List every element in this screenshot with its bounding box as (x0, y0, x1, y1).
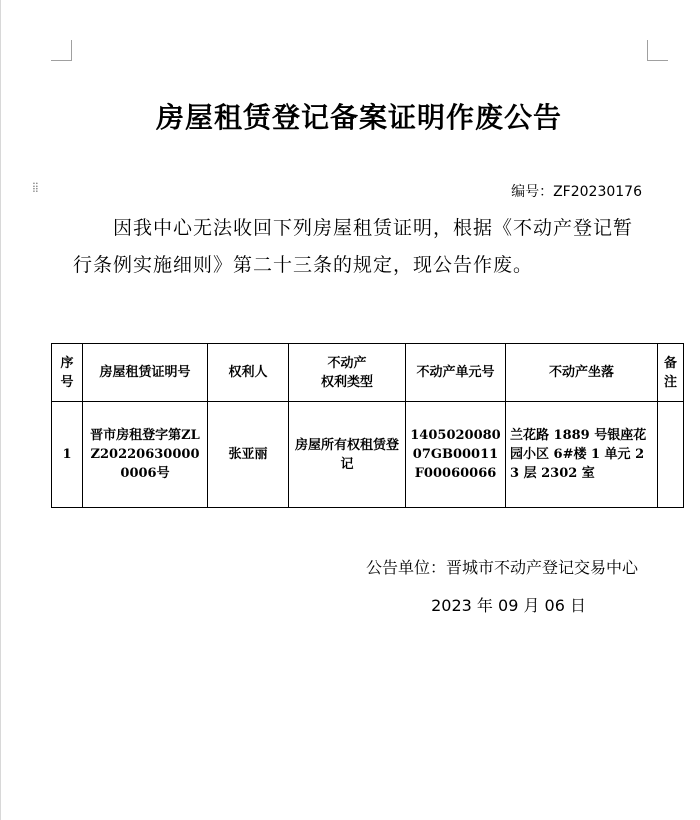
issuing-organization-label: 公告单位： (365, 558, 446, 577)
crop-mark-top-left (51, 40, 72, 61)
table-header-row (52, 344, 684, 402)
document-number-label: 编号： (511, 184, 554, 200)
header-remark: 备注 (658, 344, 684, 402)
announcement-body: 因我中心无法收回下列房屋租赁证明，根据《不动产登记暂行条例实施细则》第二十三条的规定，现公告作废。 (73, 217, 634, 276)
document-number-line (511, 181, 642, 201)
header-location: 不动产坐落 (506, 344, 658, 402)
cell-holder: 张亚丽 (208, 402, 289, 508)
header-certificate-no: 房屋租赁证明号 (83, 344, 208, 402)
announcement-date: 2023 年 09 月 06 日 (431, 596, 586, 615)
cell-right-type: 房屋所有权租赁登记 (289, 402, 406, 508)
header-right-type: 不动产 权利类型 (289, 344, 406, 402)
cell-certificate-no: 晋市房租登字第ZLZ202206300000006号 (83, 402, 208, 508)
document-number: ZF20230176 (553, 184, 642, 200)
cell-location: 兰花路 1889 号银座花园小区 6#楼 1 单元 23 层 2302 室 (506, 402, 658, 508)
document-title: 房屋租赁登记备案证明作废公告 (155, 101, 562, 134)
header-index: 序号 (52, 344, 83, 402)
records-table (51, 343, 684, 508)
cell-index: 1 (52, 402, 83, 508)
issuing-organization (366, 555, 638, 578)
crop-mark-top-right (647, 40, 668, 61)
drag-handle-icon[interactable]: ⁞⁞ (32, 180, 38, 196)
header-holder: 权利人 (208, 344, 289, 402)
issuing-organization-name: 晋城市不动产登记交易中心 (445, 558, 638, 577)
cell-remark (658, 402, 684, 508)
cell-unit-no: 140502008007GB00011F00060066 (406, 402, 506, 508)
header-unit-no: 不动产单元号 (406, 344, 506, 402)
table-row (52, 402, 684, 508)
